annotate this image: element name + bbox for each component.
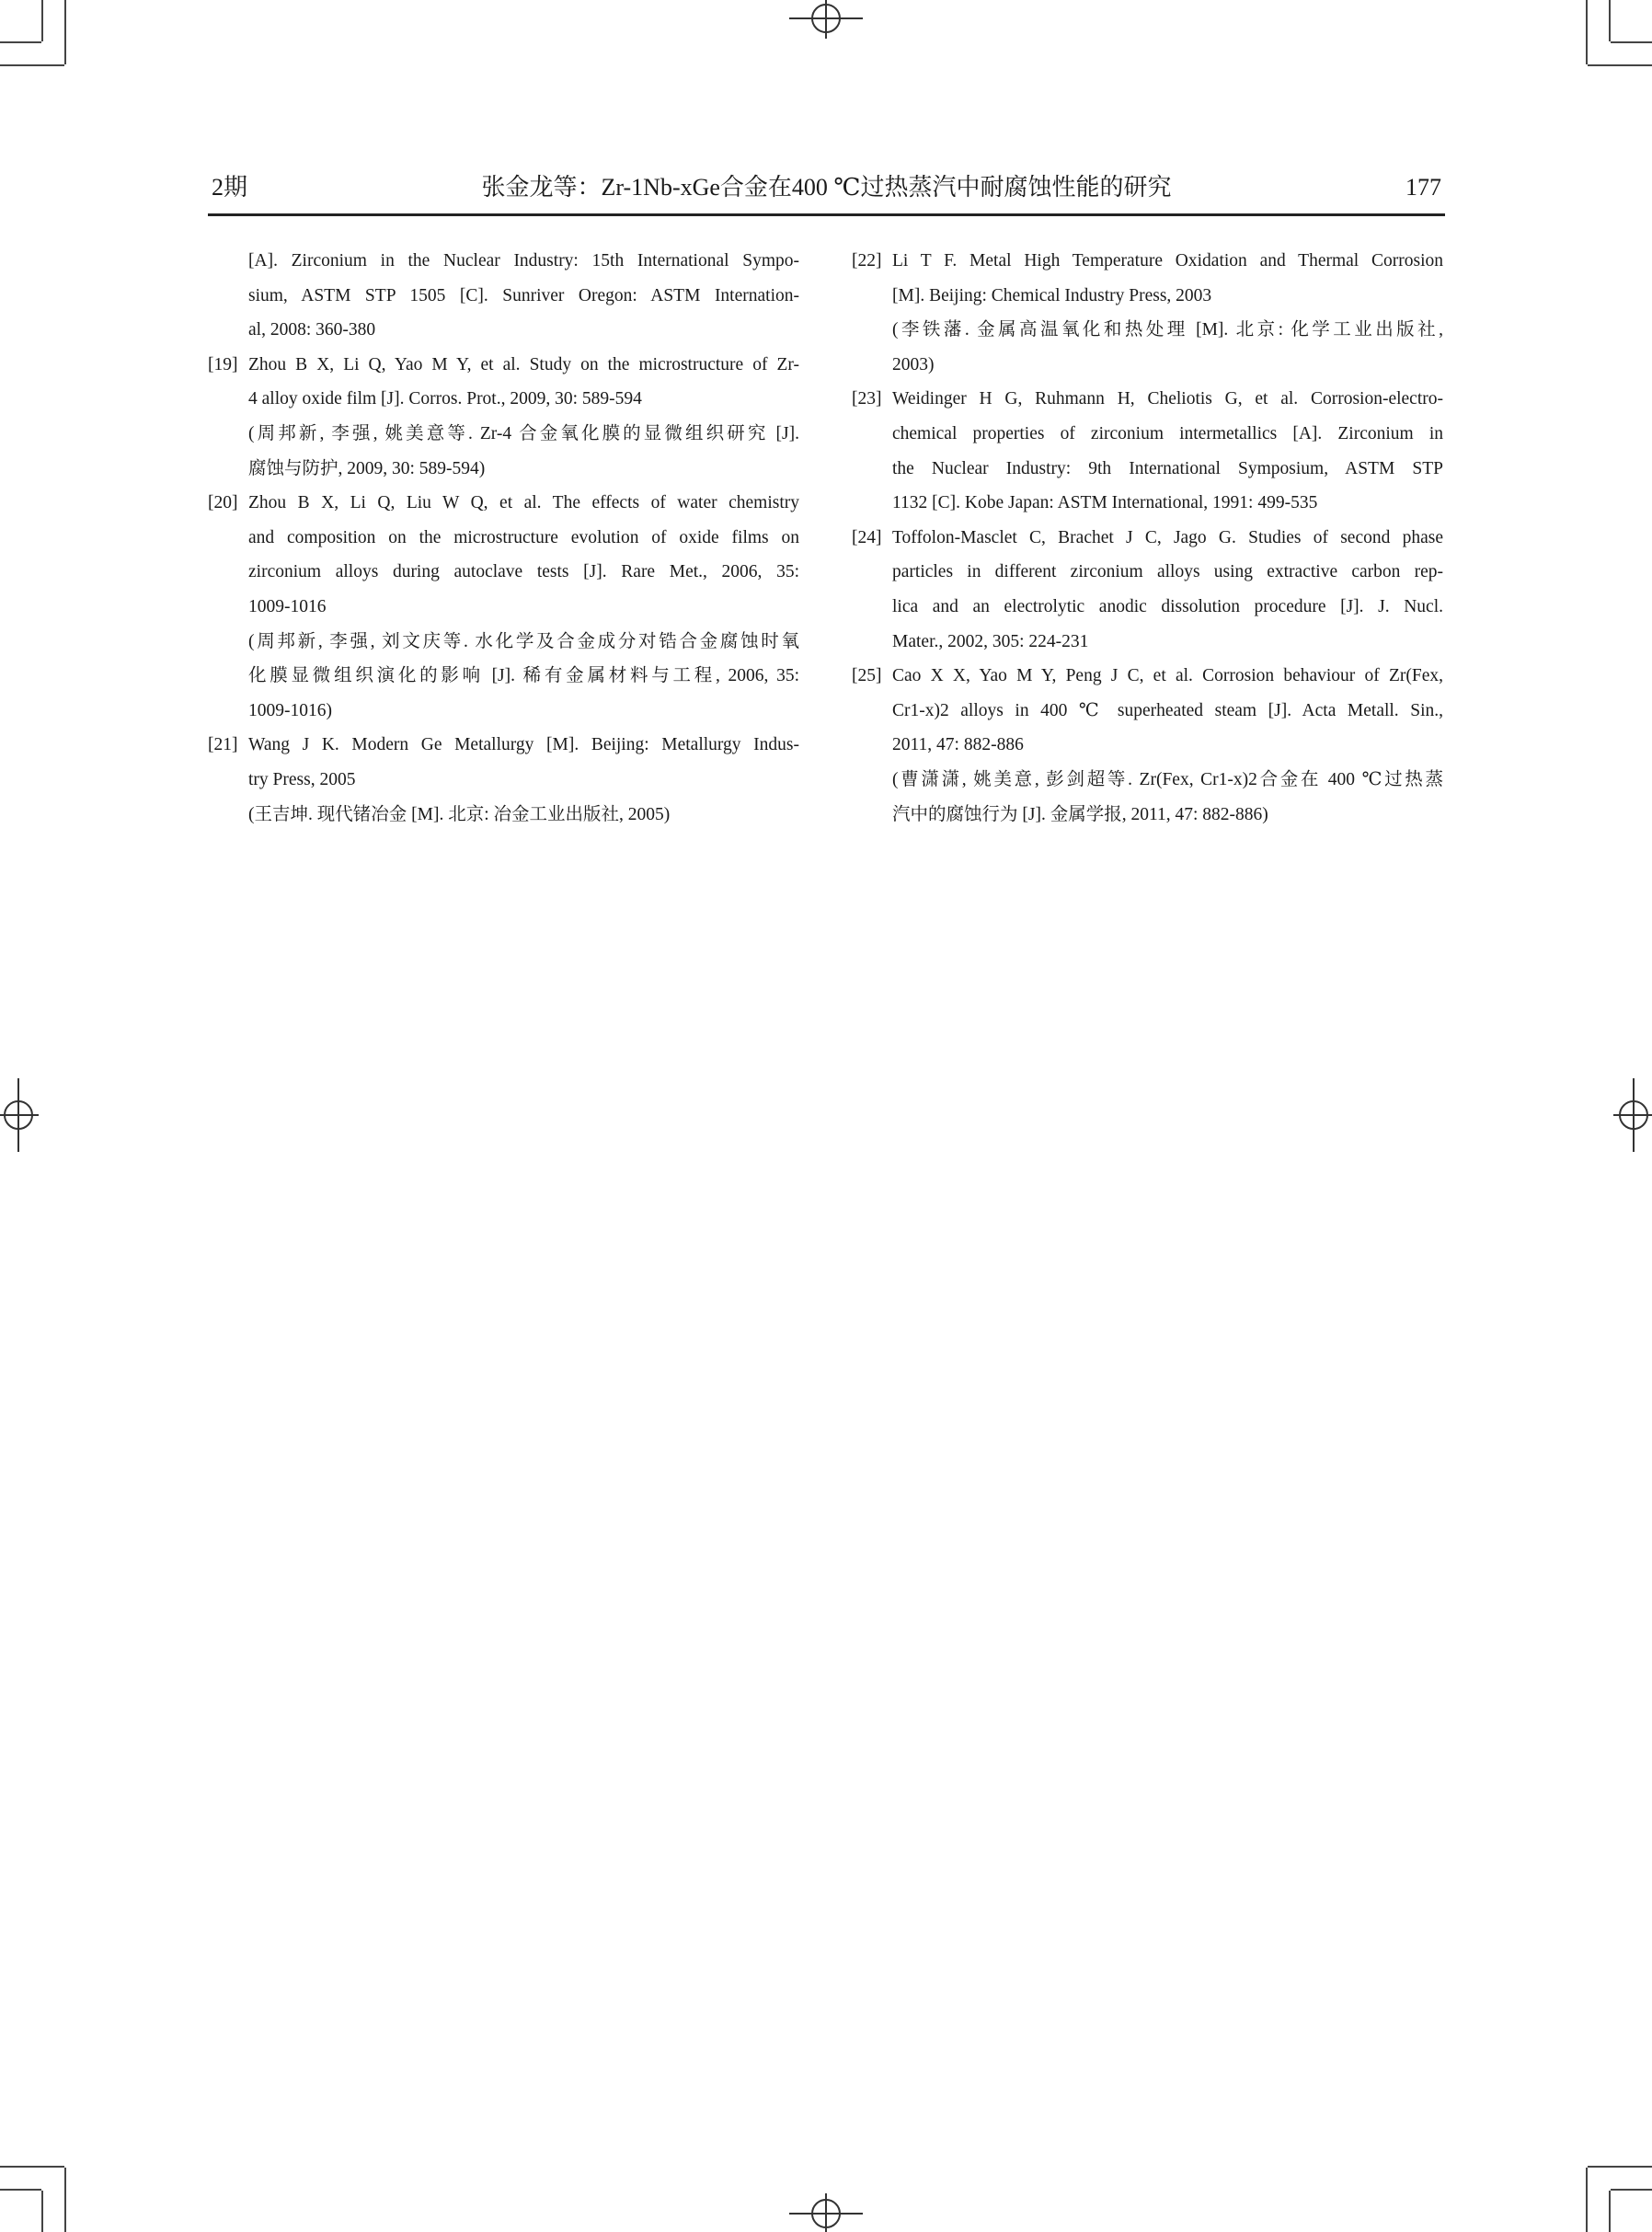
crop-mark bbox=[0, 64, 64, 66]
reference-line: lica and an electrolytic anodic dissolution procedure [J]. J. Nucl. bbox=[892, 596, 1443, 616]
reference-line: the Nuclear Industry: 9th International Symposium, ASTM STP bbox=[892, 458, 1443, 478]
crop-mark bbox=[64, 2168, 66, 2232]
reference-23 bbox=[852, 382, 1443, 520]
crop-mark bbox=[0, 2166, 64, 2168]
reference-line: (曹潇潇, 姚美意, 彭剑超等. Zr(Fex, Cr1-x)2合金在 400 ℃过热蒸 bbox=[892, 769, 1443, 789]
reference-line: particles in different zirconium alloys using extractive carbon rep- bbox=[892, 562, 1443, 582]
reference-24 bbox=[852, 521, 1443, 659]
reference-line: sium, ASTM STP 1505 [C]. Sunriver Oregon: ASTM Internation- bbox=[248, 285, 799, 305]
running-header bbox=[208, 166, 1445, 212]
reference-number: [20] bbox=[208, 493, 238, 513]
reference-line: Weidinger H G, Ruhmann H, Cheliotis G, et al. Corrosion-electro- bbox=[892, 389, 1443, 409]
reference-line: chemical properties of zirconium intermetallics [A]. Zirconium in bbox=[892, 423, 1443, 443]
reference-line: Wang J K. Modern Ge Metallurgy [M]. Beijing: Metallurgy Indus- bbox=[248, 735, 799, 755]
reference-21 bbox=[208, 728, 799, 832]
issue-number: 2期 bbox=[212, 174, 248, 201]
reference-line: al, 2008: 360-380 bbox=[248, 320, 376, 340]
reference-line: Cr1-x)2 alloys in 400 ℃ superheated steam [J]. Acta Metall. Sin., bbox=[892, 700, 1443, 720]
reference-line: 1009-1016 bbox=[248, 596, 327, 616]
crop-mark bbox=[1586, 2168, 1588, 2232]
references-right-column bbox=[852, 244, 1443, 832]
registration-mark-top bbox=[789, 0, 863, 39]
reference-line: Cao X X, Yao M Y, Peng J C, et al. Corrosion behaviour of Zr(Fex, bbox=[892, 666, 1443, 686]
reference-20 bbox=[208, 486, 799, 728]
references-left-column bbox=[208, 244, 799, 832]
reference-line: Toffolon-Masclet C, Brachet J C, Jago G. Studies of second phase bbox=[892, 527, 1443, 547]
crop-mark bbox=[64, 0, 66, 64]
crop-mark bbox=[1609, 2191, 1611, 2232]
reference-line: and composition on the microstructure evolution of oxide films on bbox=[248, 527, 799, 547]
registration-mark-right bbox=[1613, 1078, 1652, 1152]
reference-line: zirconium alloys during autoclave tests [J]. Rare Met., 2006, 35: bbox=[248, 562, 799, 582]
reference-25 bbox=[852, 659, 1443, 832]
reference-line: 1132 [C]. Kobe Japan: ASTM International, 1991: 499-535 bbox=[892, 493, 1318, 513]
reference-line: (周邦新, 李强, 刘文庆等. 水化学及合金成分对锆合金腐蚀时氧 bbox=[248, 631, 799, 651]
reference-number: [19] bbox=[208, 354, 238, 374]
reference-line: try Press, 2005 bbox=[248, 769, 356, 789]
reference-line: 腐蚀与防护, 2009, 30: 589-594) bbox=[248, 458, 486, 478]
crop-mark bbox=[1611, 2189, 1652, 2191]
reference-number: [22] bbox=[852, 251, 882, 270]
reference-line: 1009-1016) bbox=[248, 700, 332, 720]
crop-mark bbox=[1611, 41, 1652, 43]
crop-mark bbox=[0, 41, 41, 43]
reference-line: Zhou B X, Li Q, Yao M Y, et al. Study on the microstructure of Zr- bbox=[248, 354, 799, 374]
reference-continuation bbox=[208, 244, 799, 348]
reference-line: Li T F. Metal High Temperature Oxidation and Thermal Corrosion bbox=[892, 251, 1443, 270]
crop-mark bbox=[1588, 2166, 1652, 2168]
reference-line: Mater., 2002, 305: 224-231 bbox=[892, 631, 1089, 651]
reference-19 bbox=[208, 348, 799, 486]
registration-mark-left bbox=[0, 1078, 39, 1152]
reference-line: 化膜显微组织演化的影响 [J]. 稀有金属材料与工程, 2006, 35: bbox=[248, 666, 799, 686]
reference-number: [23] bbox=[852, 389, 882, 409]
reference-number: [21] bbox=[208, 735, 238, 755]
reference-line: 汽中的腐蚀行为 [J]. 金属学报, 2011, 47: 882-886) bbox=[892, 804, 1268, 824]
reference-line: 2003) bbox=[892, 354, 935, 374]
crop-mark bbox=[1586, 0, 1588, 64]
header-rule bbox=[208, 213, 1445, 216]
reference-line: Zhou B X, Li Q, Liu W Q, et al. The effects of water chemistry bbox=[248, 493, 799, 513]
crop-mark bbox=[41, 2191, 43, 2232]
reference-line: [M]. Beijing: Chemical Industry Press, 2003 bbox=[892, 285, 1212, 305]
registration-mark-bottom bbox=[789, 2193, 863, 2232]
crop-mark bbox=[41, 0, 43, 41]
reference-line: (王吉坤. 现代锗冶金 [M]. 北京: 冶金工业出版社, 2005) bbox=[248, 804, 671, 824]
reference-line: (李铁藩. 金属高温氧化和热处理 [M]. 北京: 化学工业出版社, bbox=[892, 320, 1443, 340]
page-number: 177 bbox=[1405, 174, 1441, 201]
reference-line: [A]. Zirconium in the Nuclear Industry: 15th International Sympo- bbox=[248, 251, 799, 270]
reference-22 bbox=[852, 244, 1443, 382]
running-title: 张金龙等：Zr-1Nb-xGe合金在400 ℃过热蒸汽中耐腐蚀性能的研究 bbox=[481, 174, 1172, 201]
crop-mark bbox=[0, 2189, 41, 2191]
crop-mark bbox=[1588, 64, 1652, 66]
reference-number: [25] bbox=[852, 666, 882, 686]
reference-line: 2011, 47: 882-886 bbox=[892, 735, 1024, 755]
reference-line: (周邦新, 李强, 姚美意等. Zr-4 合金氧化膜的显微组织研究 [J]. bbox=[248, 423, 799, 443]
crop-mark bbox=[1609, 0, 1611, 41]
reference-line: 4 alloy oxide film [J]. Corros. Prot., 2009, 30: 589-594 bbox=[248, 389, 642, 409]
reference-number: [24] bbox=[852, 527, 882, 547]
